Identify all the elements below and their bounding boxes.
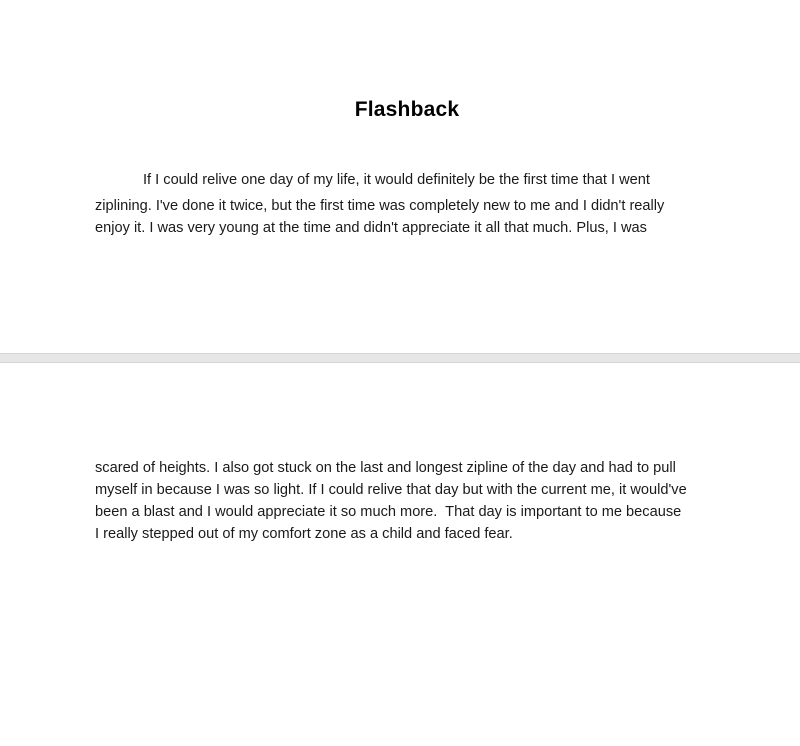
paragraph-line: myself in because I was so light. If I could relive that day but with the current me, it would've: [95, 482, 687, 498]
paragraph-line: I really stepped out of my comfort zone as a child and faced fear.: [95, 526, 513, 542]
page-break-divider: [0, 353, 800, 363]
document-page-2[interactable]: [0, 363, 800, 746]
paragraph-line: been a blast and I would appreciate it so much more. That day is important to me because: [95, 504, 682, 520]
paragraph-line: ziplining. I've done it twice, but the first time was completely new to me and I didn't really: [95, 198, 665, 214]
document-title: Flashback: [354, 98, 460, 121]
paragraph-line: enjoy it. I was very young at the time and didn't appreciate it all that much. Plus, I was: [95, 220, 647, 236]
paragraph-line: If I could relive one day of my life, it would definitely be the first time that I went: [143, 172, 650, 188]
paragraph-line: scared of heights. I also got stuck on the last and longest zipline of the day and had to pull: [95, 460, 676, 476]
document-page-1[interactable]: [0, 0, 800, 353]
